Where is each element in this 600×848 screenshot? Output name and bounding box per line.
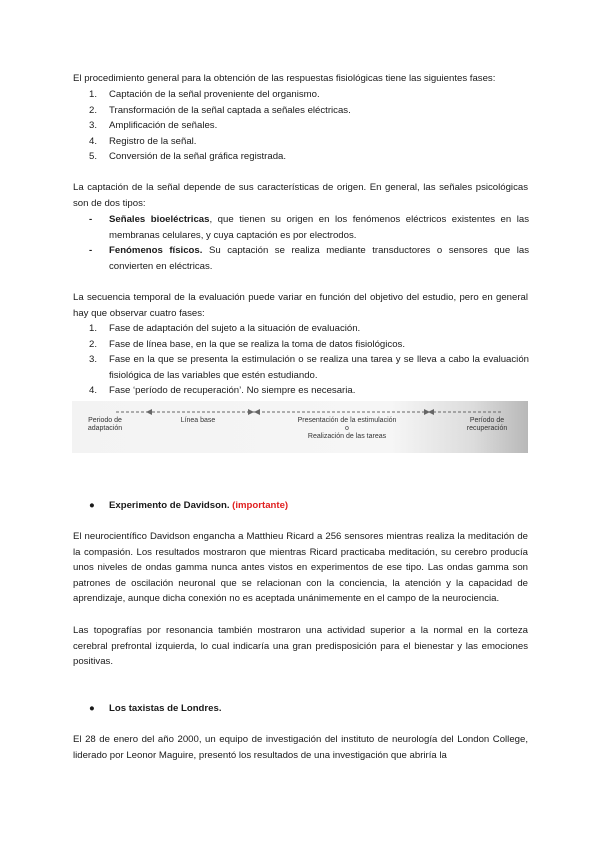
timeline-figure: [72, 401, 528, 453]
term: Fenómenos físicos.: [109, 245, 203, 257]
list-number: 4.: [89, 385, 98, 397]
list-text: Fase de adaptación del sujeto a la situación de evaluación.: [109, 323, 361, 334]
list-number: 1.: [89, 89, 98, 100]
timeline-label-baseline: Línea base: [180, 417, 216, 424]
arrow-head-left: [254, 409, 260, 415]
list-text: Fase ‘período de recuperación’. No siempre es necesaria.: [109, 385, 356, 397]
list-item: [89, 134, 529, 150]
list-item: [89, 149, 529, 165]
list-text: Captación de la señal proveniente del organismo.: [109, 89, 320, 100]
list-item: [89, 383, 529, 399]
davidson-paragraph-2: Las topografías por resonancia también mostraron una actividad superior a la normal en la corteza cerebral prefrontal izquierda, lo cual indicaría una gran predisposición para el bienestar y las emociones positivas.: [73, 625, 528, 668]
timeline-label-stimulation: Presentación de la estimulación: [297, 417, 397, 424]
list-number: 2.: [89, 104, 98, 116]
list-number: 2.: [89, 338, 98, 350]
timeline-label-recovery: Período de recuperación: [466, 417, 508, 432]
list-text: Amplificación de señales.: [109, 120, 218, 132]
timeline-label-or: o: [345, 425, 349, 432]
heading-title: Los taxistas de Londres.: [109, 703, 222, 714]
list-text: Registro de la señal.: [109, 135, 197, 147]
list-item: [89, 337, 529, 353]
dash-bullet: -: [89, 214, 93, 225]
list-text: Conversión de la señal gráfica registrada.: [109, 151, 287, 163]
list-item: [89, 243, 529, 274]
list-item: [89, 118, 529, 134]
arrow-head-right: [248, 409, 254, 415]
list-text: , que tienen su origen en los fenómenos eléctricos existentes en las membranas celulares, y cuya captación es por electrodos.: [109, 214, 529, 241]
eval-phases-list: [89, 321, 529, 399]
dash-bullet: -: [89, 245, 93, 257]
list-number: 4.: [89, 135, 98, 147]
list-number: 3.: [89, 120, 98, 132]
list-number: 3.: [89, 354, 98, 366]
important-tag: (importante): [232, 500, 289, 511]
list-item: [89, 352, 529, 383]
bullet-icon: ●: [89, 500, 95, 511]
list-text: Su captación se realiza mediante transductores o sensores que las convierten en eléctricas.: [109, 245, 529, 272]
list-item: [89, 103, 529, 119]
phases-list: [89, 87, 529, 165]
arrow-head-left: [146, 409, 152, 415]
sequence-paragraph: La secuencia temporal de la evaluación puede variar en función del objetivo del estudio, pero en general hay que observar cuatro fases:: [73, 292, 528, 319]
list-number: 5.: [89, 151, 98, 163]
davidson-paragraph-1: El neurocientífico Davidson engancha a Matthieu Ricard a 256 sensores mientras realiza la meditación de la compasión. Los resultados mostraron que mientras Ricard practicaba meditación, su cerebro producía unos niveles de ondas gamma nunca antes vistos en experimentos de ese tipo. Las ondas gamma son patrones de oscilación neuronal que se relacionan con la conciencia, la atención y la capacidad de aprendizaje, aunque dicha conexión no es aceptada unánimemente en el campo de la neurociencia.: [73, 531, 528, 605]
term: Señales bioeléctricas: [109, 214, 210, 225]
signals-paragraph: La captación de la señal depende de sus características de origen. En general, las señales psicológicas son de dos tipos:: [73, 182, 528, 209]
taxi-paragraph-1: El 28 de enero del año 2000, un equipo de investigación del instituto de neurología del London College, liderado por Leonor Maguire, presentó los resultados de una investigación que abriría la: [73, 734, 528, 761]
arrow-head-left: [428, 409, 434, 415]
timeline-label-adaptation: Periodo de adaptación: [87, 417, 123, 432]
intro-paragraph: El procedimiento general para la obtención de las respuestas fisiológicas tiene las siguientes fases:: [73, 73, 496, 84]
signal-types-list: [89, 212, 529, 274]
taxi-heading: [89, 701, 222, 717]
list-text: Transformación de la señal captada a señales eléctricas.: [109, 104, 351, 116]
list-item: [89, 321, 529, 337]
list-item: [89, 87, 529, 103]
timeline-label-tasks: Realización de las tareas: [307, 433, 387, 440]
list-text: Fase en la que se presenta la estimulación o se realiza una tarea y se lleva a cabo la evaluación fisiológica de las variables que estén estudiando.: [109, 354, 529, 381]
bullet-icon: ●: [89, 703, 95, 714]
list-text: Fase de línea base, en la que se realiza la toma de datos fisiológicos.: [109, 338, 405, 350]
list-item: [89, 212, 529, 243]
davidson-heading: [89, 498, 288, 514]
heading-title: Experimento de Davidson.: [109, 500, 230, 511]
list-number: 1.: [89, 323, 98, 334]
